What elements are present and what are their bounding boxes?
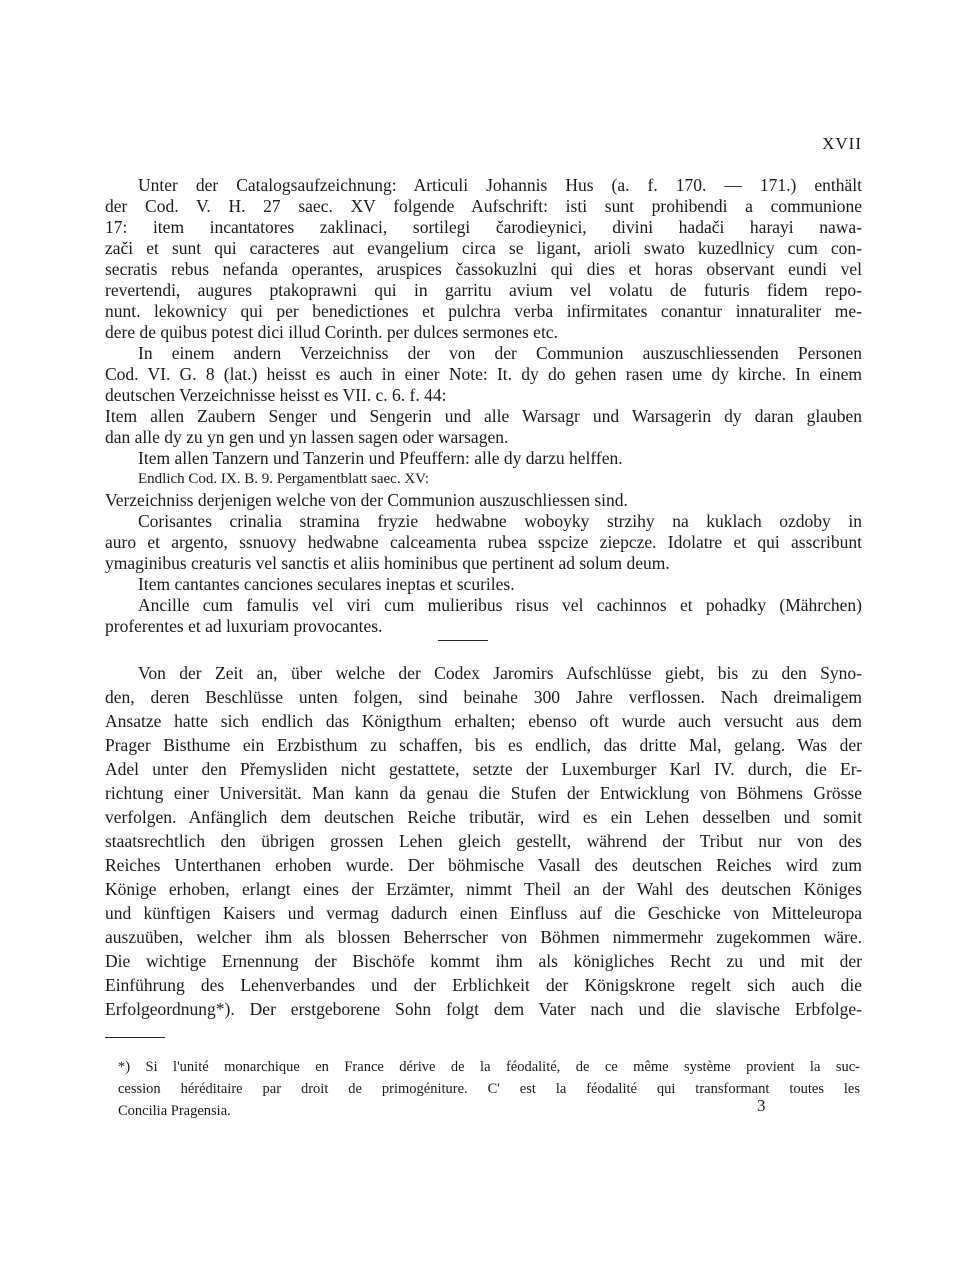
- text-line: Item cantantes canciones seculares ineptas et scuriles.: [138, 574, 515, 594]
- signature-mark: 3: [757, 1096, 766, 1115]
- text-line: der Cod. V. H. 27 saec. XV folgende Aufschrift: isti sunt prohibendi a communione: [105, 196, 862, 216]
- text-line: richtung einer Universität. Man kann da genau die Stufen der Entwicklung von Böhmens Grösse: [105, 783, 862, 803]
- text-line: deutschen Verzeichnisse heisst es VII. c. 6. f. 44:: [105, 385, 447, 405]
- text-line: Prager Bisthume ein Erzbisthum zu schaffen, bis es endlich, das dritte Mal, gelang. Was der: [105, 735, 862, 755]
- text-line: Unter der Catalogsaufzeichnung: Articuli Johannis Hus (a. f. 170. — 171.) enthält: [138, 175, 862, 195]
- text-line: ymaginibus creaturis vel sanctis et aliis hominibus que pertinent ad solum deum.: [105, 553, 670, 573]
- text-line: In einem andern Verzeichniss der von der Communion auszuschliessenden Personen: [138, 343, 862, 363]
- text-line: dan alle dy zu yn gen und yn lassen sagen oder warsagen.: [105, 427, 509, 447]
- footnote-line: cession héréditaire par droit de primogéniture. C' est la féodalité qui transformant toutes les: [118, 1081, 860, 1097]
- text-line: auro et argento, ssnuovy hedwabne calceamenta rubea sspcize ziepcze. Idolatre et qui asscribunt: [105, 532, 862, 552]
- text-line: Die wichtige Ernennung der Bischöfe kommt ihm als königliches Recht zu und mit der: [105, 951, 862, 971]
- text-line: Item allen Tanzern und Tanzerin und Pfeuffern: alle dy darzu helffen.: [138, 448, 623, 468]
- footnote-rule: [105, 1037, 165, 1038]
- footnote-line: Concilia Pragensia.: [118, 1103, 231, 1119]
- text-line: auszuüben, welcher ihm als blossen Beherrscher von Böhmen nimmermehr zugekommen wäre.: [105, 927, 862, 947]
- text-line: verfolgen. Anfänglich dem deutschen Reiche tributär, wird es ein Lehen desselben und somit: [105, 807, 862, 827]
- text-line: staatsrechtlich den übrigen grossen Lehen gleich gestellt, während der Tribut nur von des: [105, 831, 862, 851]
- text-line: Verzeichniss derjenigen welche von der Communion auszuschliessen sind.: [105, 490, 628, 510]
- footnote-line: *) Si l'unité monarchique en France dérive de la féodalité, de ce même système provient la suc-: [118, 1059, 860, 1075]
- text-line: Corisantes crinalia stramina fryzie hedwabne woboyky strzihy na kuklach ozdoby in: [138, 511, 862, 531]
- text-line: secratis rebus nefanda operantes, aruspices čassokuzlni qui dies et horas observant eundi vel: [105, 259, 862, 279]
- section-divider: [438, 640, 488, 641]
- text-line: den, deren Beschlüsse unten folgen, sind beinahe 300 Jahre verflossen. Nach dreimaligem: [105, 687, 862, 707]
- text-line: Ansatze hatte sich endlich das Königthum erhalten; ebenso oft wurde auch versucht aus dem: [105, 711, 862, 731]
- text-line: revertendi, augures ptakoprawni qui in garritu avium vel volatu de futuris fidem repo-: [105, 280, 862, 300]
- text-line: Endlich Cod. IX. B. 9. Pergamentblatt saec. XV:: [138, 471, 430, 487]
- text-line: und künftigen Kaisers und vermag dadurch einen Einfluss auf die Geschicke von Mitteleuropa: [105, 903, 862, 923]
- text-line: Von der Zeit an, über welche der Codex Jaromirs Aufschlüsse giebt, bis zu den Syno-: [138, 663, 862, 683]
- page-number: XVII: [822, 134, 862, 153]
- text-line: Reiches Unterthanen erhoben wurde. Der böhmische Vasall des deutschen Reiches wird zum: [105, 855, 862, 875]
- text-line: dere de quibus potest dici illud Corinth. per dulces sermones etc.: [105, 322, 558, 342]
- text-line: Adel unter den Přemysliden nicht gestattete, setzte der Luxemburger Karl IV. durch, die Er-: [105, 759, 862, 779]
- text-line: Item allen Zaubern Senger und Sengerin und alle Warsagr und Warsagerin dy daran glauben: [105, 406, 862, 426]
- text-line: 17: item incantatores zaklinaci, sortilegi čarodieynici, divini hadači harayi nawa-: [105, 217, 862, 237]
- text-line: Erfolgeordnung*). Der erstgeborene Sohn folgt dem Vater nach und die slavische Erbfolge-: [105, 999, 862, 1019]
- text-line: Einführung des Lehenverbandes und der Erblichkeit der Königskrone regelt sich auch die: [105, 975, 862, 995]
- text-line: Cod. VI. G. 8 (lat.) heisst es auch in einer Note: It. dy do gehen rasen ume dy kirche. In einem: [105, 364, 862, 384]
- text-line: Könige erhoben, erlangt eines der Erzämter, nimmt Theil an der Wahl des deutschen Königes: [105, 879, 862, 899]
- text-line: nunt. lekownicy qui per benedictiones et pulchra verba infirmitates conantur innaturaliter me-: [105, 301, 862, 321]
- text-line: zači et sunt qui caracteres aut evangelium circa se ligant, arioli swato kuzedlnicy cum con-: [105, 238, 862, 258]
- text-line: Ancille cum famulis vel viri cum mulieribus risus vel cachinnos et pohadky (Mährchen): [138, 595, 862, 615]
- text-line: proferentes et ad luxuriam provocantes.: [105, 616, 383, 636]
